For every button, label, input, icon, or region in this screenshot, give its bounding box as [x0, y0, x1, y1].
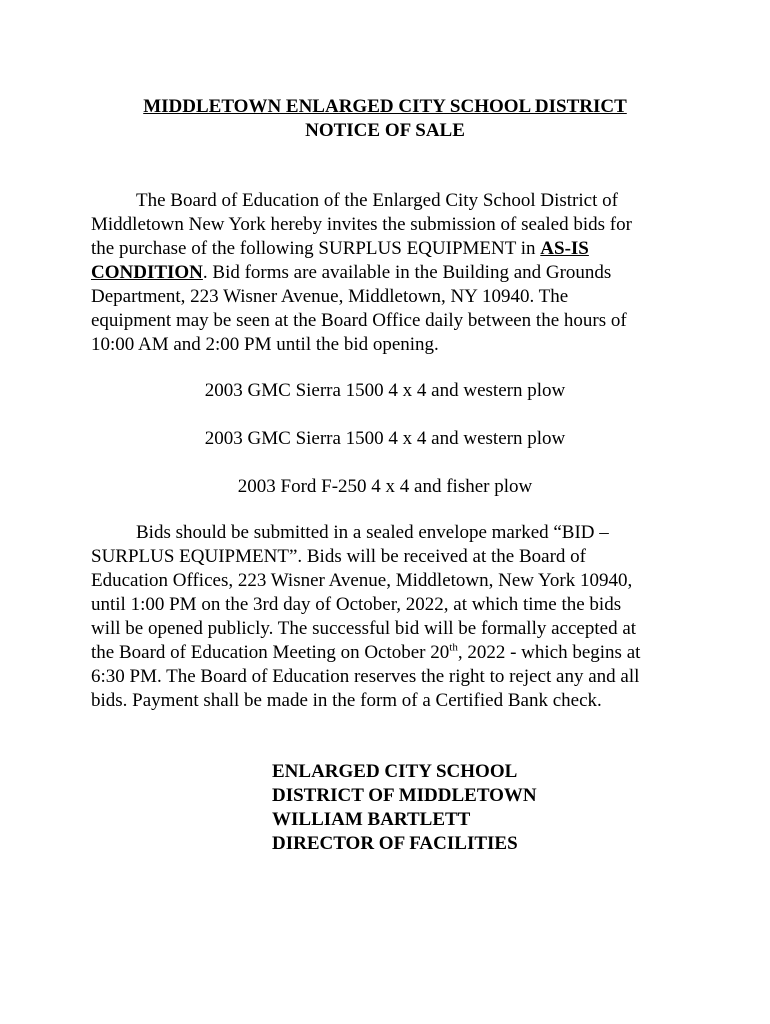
bids-line-2: SURPLUS EQUIPMENT”. Bids will be received at the Board of	[91, 546, 586, 567]
bids-line-1: Bids should be submitted in a sealed envelope marked “BID –	[136, 522, 609, 543]
bids-paragraph	[91, 521, 681, 713]
equipment-item: 2003 GMC Sierra 1500 4 x 4 and western plow	[204, 380, 566, 401]
intro-line-6: equipment may be seen at the Board Office daily between the hours of	[91, 310, 627, 331]
intro-paragraph	[91, 189, 681, 357]
intro-line-2: Middletown New York hereby invites the submission of sealed bids for	[91, 214, 632, 235]
intro-line-1: The Board of Education of the Enlarged City School District of	[136, 190, 618, 211]
equipment-item: 2003 GMC Sierra 1500 4 x 4 and western plow	[204, 428, 566, 449]
as-is-emphasis: AS-IS	[540, 238, 589, 259]
signature-line-2: DISTRICT OF MIDDLETOWN	[272, 785, 537, 806]
bids-line-8: bids. Payment shall be made in the form of a Certified Bank check.	[91, 690, 602, 711]
condition-emphasis: CONDITION	[91, 262, 203, 283]
ordinal-suffix: th	[449, 641, 458, 654]
bids-line-3: Education Offices, 223 Wisner Avenue, Middletown, New York 10940,	[91, 570, 633, 591]
notice-title: NOTICE OF SALE	[305, 120, 465, 141]
signature-line-4: DIRECTOR OF FACILITIES	[272, 833, 518, 854]
intro-line-5: Department, 223 Wisner Avenue, Middletown, NY 10940. The	[91, 286, 569, 307]
signature-block	[272, 760, 537, 856]
bids-line-4: until 1:00 PM on the 3rd day of October, 2022, at which time the bids	[91, 594, 622, 615]
signature-line-3: WILLIAM BARTLETT	[272, 809, 471, 830]
intro-line-7: 10:00 AM and 2:00 PM until the bid opening.	[91, 334, 439, 355]
signature-line-1: ENLARGED CITY SCHOOL	[272, 761, 518, 782]
district-title-text: MIDDLETOWN ENLARGED CITY SCHOOL DISTRICT	[143, 96, 627, 117]
district-title	[0, 95, 770, 119]
equipment-item: 2003 Ford F-250 4 x 4 and fisher plow	[237, 476, 533, 497]
intro-line-3: the purchase of the following SURPLUS EQUIPMENT in AS-IS	[91, 238, 589, 259]
bids-line-5: will be opened publicly. The successful bid will be formally accepted at	[91, 618, 637, 639]
intro-line-4: CONDITION. Bid forms are available in the Building and Grounds	[91, 262, 612, 283]
bids-line-7: 6:30 PM. The Board of Education reserves the right to reject any and all	[91, 666, 640, 687]
bids-line-6: the Board of Education Meeting on October 20th, 2022 - which begins at	[91, 641, 641, 663]
